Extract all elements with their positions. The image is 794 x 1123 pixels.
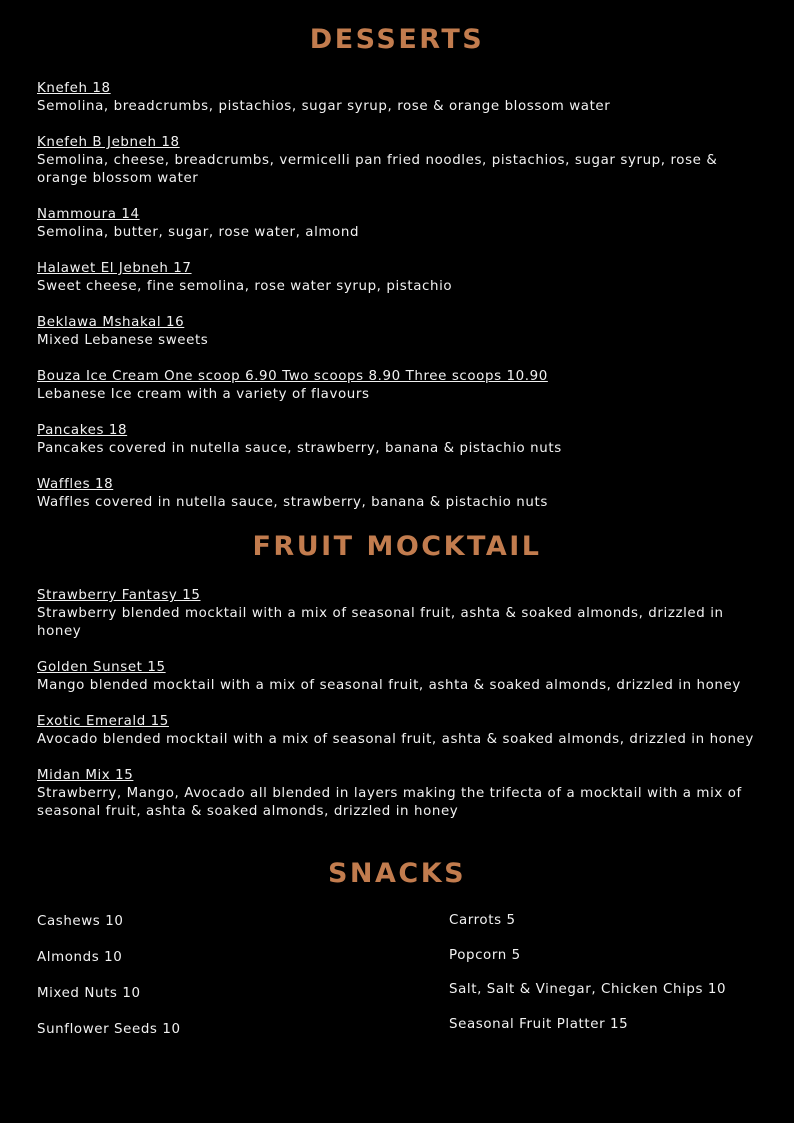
snack-item: Carrots 5: [449, 913, 516, 928]
snack-item: Sunflower Seeds 10: [37, 1022, 181, 1037]
item-description: Semolina, butter, sugar, rose water, almond: [37, 225, 360, 240]
item-description: Lebanese Ice cream with a variety of flavours: [37, 387, 370, 402]
menu-item: [37, 206, 762, 242]
item-description: Semolina, breadcrumbs, pistachios, sugar syrup, rose & orange blossom water: [37, 99, 611, 114]
menu-item: [37, 134, 762, 188]
fruit-mocktail-heading: FRUIT MOCKTAIL: [252, 531, 542, 562]
item-description: Strawberry blended mocktail with a mix of seasonal fruit, ashta & soaked almonds, drizzled in honey: [37, 606, 724, 639]
snack-item: Seasonal Fruit Platter 15: [449, 1017, 629, 1032]
item-title: Waffles 18: [37, 477, 114, 492]
menu-item: [37, 476, 762, 512]
menu-item: [37, 368, 762, 404]
menu-item: [37, 659, 762, 695]
item-description: Strawberry, Mango, Avocado all blended in layers making the trifecta of a mocktail with a mix of seasonal fruit, ashta & soaked almonds, drizzled in honey: [37, 786, 742, 819]
item-title: Nammoura 14: [37, 207, 140, 222]
item-title: Golden Sunset 15: [37, 660, 166, 675]
item-description: Pancakes covered in nutella sauce, strawberry, banana & pistachio nuts: [37, 441, 562, 456]
menu-item: [37, 422, 762, 458]
item-title: Exotic Emerald 15: [37, 714, 169, 729]
menu-item: [37, 713, 762, 749]
item-title: Knefeh 18: [37, 81, 111, 96]
snack-item: Mixed Nuts 10: [37, 986, 141, 1001]
desserts-heading: DESSERTS: [309, 24, 485, 55]
snack-item: Salt, Salt & Vinegar, Chicken Chips 10: [449, 982, 727, 997]
item-title: Midan Mix 15: [37, 768, 134, 783]
item-title: Strawberry Fantasy 15: [37, 588, 201, 603]
menu-item: [37, 80, 762, 116]
item-description: Sweet cheese, fine semolina, rose water syrup, pistachio: [37, 279, 453, 294]
item-description: Mixed Lebanese sweets: [37, 333, 209, 348]
item-description: Waffles covered in nutella sauce, strawberry, banana & pistachio nuts: [37, 495, 548, 510]
snack-item: Almonds 10: [37, 950, 123, 965]
item-title: Beklawa Mshakal 16: [37, 315, 185, 330]
snacks-heading: SNACKS: [327, 858, 467, 889]
item-description: Semolina, cheese, breadcrumbs, vermicelli pan fried noodles, pistachios, sugar syrup, rose & orange blossom water: [37, 153, 718, 186]
menu-item: [37, 260, 762, 296]
item-title: Bouza Ice Cream One scoop 6.90 Two scoops 8.90 Three scoops 10.90: [37, 369, 548, 384]
snack-item: Popcorn 5: [449, 948, 521, 963]
menu-item: [37, 587, 762, 641]
item-title: Knefeh B Jebneh 18: [37, 135, 180, 150]
menu-item: [37, 767, 762, 821]
item-description: Mango blended mocktail with a mix of seasonal fruit, ashta & soaked almonds, drizzled in honey: [37, 678, 741, 693]
menu-item: [37, 314, 762, 350]
item-title: Halawet El Jebneh 17: [37, 261, 192, 276]
snack-item: Cashews 10: [37, 914, 124, 929]
item-description: Avocado blended mocktail with a mix of seasonal fruit, ashta & soaked almonds, drizzled in honey: [37, 732, 754, 747]
item-title: Pancakes 18: [37, 423, 128, 438]
